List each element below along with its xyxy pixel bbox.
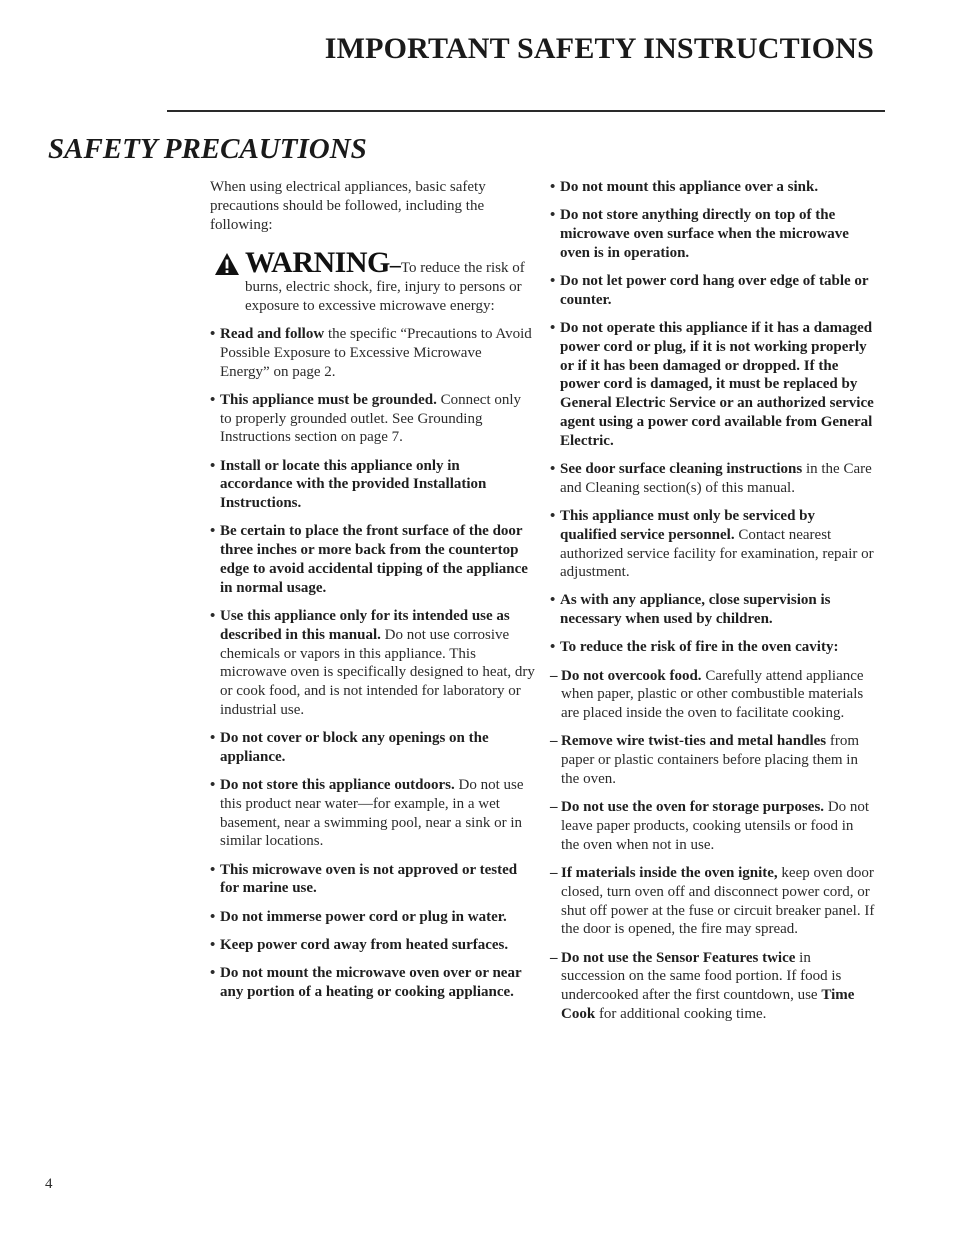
list-item	[210, 522, 535, 597]
list-item	[550, 591, 875, 629]
intro-paragraph: When using electrical appliances, basic safety precautions should be followed, including the following:	[210, 179, 486, 233]
list-item	[210, 607, 535, 720]
bullet: •	[210, 730, 216, 747]
item-bold-text: Keep power cord away from heated surfaces.	[220, 936, 509, 953]
item-text: Do not use corrosive chemicals or vapors in this appliance. This microwave oven is specifically designed to heat, dry or cook food, and is not intended for laboratory or industrial use.	[220, 626, 535, 718]
item-text: the specific “Precautions to Avoid Possible Exposure to Excessive Microwave Energy” on page 2.	[220, 325, 532, 380]
dash-marker: –	[550, 667, 558, 684]
item-bold-text: Do not mount the microwave oven over or near any portion of a heating or cooking appliance.	[220, 965, 522, 1000]
bullet: •	[210, 607, 216, 624]
warning-text: To reduce the risk of burns, electric shock, fire, injury to persons or exposure to excessive microwave energy:	[245, 260, 525, 315]
bullet: •	[550, 460, 556, 477]
item-bold-text: Do not store anything directly on top of the microwave oven surface when the microwave oven is in operation.	[560, 207, 849, 261]
item-bold-text: This microwave oven is not approved or tested for marine use.	[220, 861, 518, 897]
sub-list-item	[550, 732, 875, 788]
bullet: •	[550, 272, 556, 289]
item-bold-text: Do not mount this appliance over a sink.	[560, 179, 819, 195]
list-item	[210, 457, 535, 513]
dash-marker: –	[550, 865, 558, 881]
item-bold-text: This appliance must be grounded.	[220, 391, 437, 408]
sub-list-item	[550, 667, 875, 723]
item-text: in succession on the same food portion. If food is undercooked after the first countdown, use	[561, 949, 842, 1004]
bullet: •	[210, 908, 216, 925]
warning-dash: –	[389, 252, 401, 278]
list-item	[210, 325, 535, 381]
left-column	[210, 178, 535, 1011]
item-bold-text: Install or locate this appliance only in accordance with the provided Installation Instructions.	[220, 457, 487, 512]
list-item	[550, 507, 875, 582]
page-number: 4	[45, 1176, 53, 1192]
list-item	[210, 908, 535, 927]
sub-list-item	[550, 798, 875, 854]
item-bold-text: Remove wire twist-ties and metal handles	[561, 733, 827, 750]
bullet: •	[210, 523, 216, 540]
bullet: •	[550, 319, 556, 336]
dash-marker: –	[550, 733, 558, 750]
item-bold-text: Do not cover or block any openings on the appliance.	[220, 730, 489, 765]
item-bold-text: If materials inside the oven ignite,	[561, 865, 778, 881]
item-text: Do not leave paper products, cooking utensils or food in the oven when not in use.	[561, 799, 870, 853]
section-title: SAFETY PRECAUTIONS	[48, 133, 367, 165]
item-bold-text: As with any appliance, close supervision is necessary when used by children.	[560, 592, 831, 628]
item-bold-text: Do not use the Sensor Features twice	[561, 949, 796, 966]
sub-list-item	[550, 949, 875, 1024]
item-bold-text: Do not overcook food.	[561, 667, 702, 684]
bullet: •	[550, 179, 556, 195]
item-text: for additional cooking time.	[595, 1005, 767, 1022]
bullet: •	[550, 507, 556, 524]
dash-marker: –	[550, 949, 558, 966]
item-bold-text: Do not operate this appliance if it has a damaged power cord or plug, if it is not working properly or if it has been damaged or dropped. If the power cord is damaged, it must be replaced by General Electric Service or an authorized service agent using a power cord available from General Electric.	[560, 319, 874, 449]
list-item	[550, 460, 875, 498]
list-item	[210, 729, 535, 767]
item-text: from paper or plastic containers before placing them in the oven.	[561, 733, 860, 788]
item-bold-text: See door surface cleaning instructions	[560, 460, 803, 477]
item-text: Contact nearest authorized service facility for examination, repair or adjustment.	[560, 526, 874, 581]
list-item	[210, 776, 535, 851]
bullet: •	[210, 457, 216, 474]
item-bold-text: Do not let power cord hang over edge of table or counter.	[560, 272, 869, 308]
warning-heading: WARNING	[245, 246, 390, 280]
list-item	[210, 861, 535, 899]
bullet: •	[210, 936, 216, 953]
list-item	[210, 936, 535, 955]
list-item	[550, 206, 875, 262]
item-bold-text: Do not use the oven for storage purposes.	[561, 799, 825, 816]
item-text: in the Care and Cleaning section(s) of this manual.	[560, 460, 872, 496]
item-bold-text: To reduce the risk of fire in the oven cavity:	[560, 639, 839, 656]
left-list	[210, 325, 535, 1002]
item-bold-text: This appliance must only be serviced by qualified service personnel.	[560, 507, 816, 543]
sub-list-item	[550, 864, 875, 939]
item-bold-text: Use this appliance only for its intended use as described in this manual.	[220, 607, 510, 643]
header-divider	[167, 110, 885, 112]
bullet: •	[550, 207, 556, 224]
item-bold-text: Read and follow	[220, 325, 325, 342]
dash-marker: –	[550, 799, 558, 816]
bullet: •	[210, 861, 216, 878]
item-text: Connect only to properly grounded outlet. See Grounding Instructions section on page 7.	[220, 391, 522, 446]
bullet: •	[210, 325, 216, 342]
list-item	[210, 391, 535, 447]
bullet: •	[550, 639, 556, 656]
bullet: •	[210, 777, 216, 794]
item-bold-text: Do not immerse power cord or plug in water.	[220, 908, 507, 925]
page-header-title: IMPORTANT SAFETY INSTRUCTIONS	[324, 32, 874, 65]
time-cook-label: Time Cook	[561, 987, 855, 1022]
item-bold-text: Do not store this appliance outdoors.	[220, 777, 455, 794]
item-text: Carefully attend appliance when paper, plastic or other combustible materials are placed inside the oven to facilitate cooking.	[561, 667, 864, 722]
warning-triangle-icon	[214, 252, 240, 276]
warning-block	[210, 248, 535, 316]
bullet: •	[210, 965, 216, 981]
list-item	[550, 319, 875, 451]
list-item	[550, 638, 875, 657]
list-item	[210, 964, 535, 1002]
bullet: •	[550, 592, 556, 609]
item-text: keep oven door closed, turn oven off and disconnect power cord, or shut off power at the fuse or circuit breaker panel. If the door is opened, the fire may spread.	[561, 865, 875, 938]
bullet: •	[210, 391, 216, 408]
list-item	[550, 178, 875, 197]
list-item	[550, 272, 875, 310]
item-text: Do not use this product near water—for example, in a wet basement, near a swimming pool, near a sink or in similar locations.	[220, 777, 524, 850]
right-column	[550, 178, 875, 1033]
item-bold-text: Be certain to place the front surface of the door three inches or more back from the countertop edge to avoid accidental tipping of the appliance in normal usage.	[220, 523, 528, 596]
